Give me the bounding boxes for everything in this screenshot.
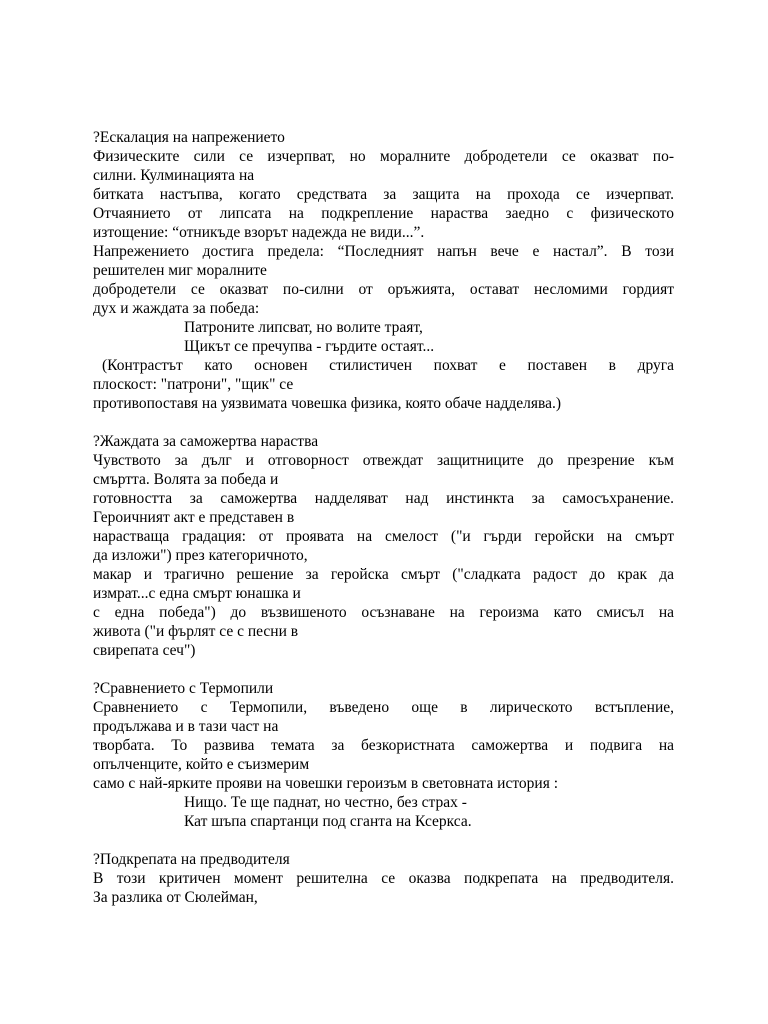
section-title: ?Подкрепата на предводителя [93, 851, 290, 868]
section-title: ?Жаждата за саможертва нараства [93, 433, 319, 450]
text-line: да изложи") през категоричното, [93, 547, 308, 564]
text-line: решителен миг моралните [93, 262, 267, 279]
section-self-sacrifice [93, 432, 674, 660]
text-line: изтощение: “отникъде взорът надежда не види...”. [93, 224, 425, 241]
text-line: с една победа") до възвишеното осъзнаване на героизма като смисъл на [93, 604, 674, 621]
verse-line: Патроните липсват, но волите траят, [184, 319, 423, 336]
text-line: Отчаянието от липсата на подкрепление нараства заедно с физическото [93, 205, 674, 222]
text-line: Физическите сили се изчерпват, но моралните добродетели се оказват по- [93, 148, 674, 165]
text-line: свирепата сеч") [93, 642, 196, 659]
section-leader-support [93, 850, 674, 907]
text-line: опълченците, който е съизмерим [93, 756, 310, 773]
text-line: добродетели се оказват по-силни от оръжията, остават несломими гордият [93, 281, 674, 298]
text-line: дух и жаждата за победа: [93, 300, 260, 317]
paragraph [93, 147, 674, 413]
verse-line: Кат шъпа спартанци под сганта на Ксеркса. [184, 813, 472, 830]
paragraph [93, 698, 674, 831]
verse-line: Нищо. Те ще паднат, но честно, без страх - [184, 794, 467, 811]
text-line: В този критичен момент решителна се оказва подкрепата на предводителя. [93, 870, 674, 887]
section-title: ?Ескалация на напрежението [93, 129, 285, 146]
text-line: силни. Кулминацията на [93, 167, 255, 184]
text-line: макар и трагично решение за геройска смърт ("сладката радост до крак да [93, 566, 674, 583]
text-line: творбата. То развива темата за безкористната саможертва и подвига на [93, 737, 674, 754]
verse-line: Щикът се пречупва - гърдите остаят... [184, 338, 435, 355]
text-line: (Контрастът като основен стилистичен похват е поставен в друга [102, 357, 674, 374]
text-line: противопоставя на уязвимата човешка физика, която обаче надделява.) [93, 395, 562, 412]
text-line: битката настъпва, когато средствата за защита на прохода се изчерпват. [93, 186, 674, 203]
text-line: смъртта. Волята за победа и [93, 471, 279, 488]
text-line: Напрежението достига предела: “Последният напън вече е настал”. В този [93, 243, 674, 260]
section-thermopylae [93, 679, 674, 831]
text-line: продължава и в тази част на [93, 718, 279, 735]
text-line: Сравнението с Термопили, въведено още в лирическото встъпление, [93, 699, 674, 716]
spacer [93, 831, 674, 850]
text-line: само с най-ярките прояви на човешки героизъм в световната история : [93, 775, 558, 792]
paragraph [93, 869, 674, 907]
text-line: нарастваща градация: от проявата на смелост ("и гърди геройски на смърт [93, 528, 674, 545]
text-line: плоскост: "патрони", "щик" се [93, 376, 294, 393]
text-line: Чувството за дълг и отговорност отвеждат защитниците до презрение към [93, 452, 674, 469]
document-page [93, 128, 674, 907]
text-line: готовността за саможертва надделяват над инстинкта за самосъхранение. [93, 490, 674, 507]
section-title: ?Сравнението с Термопили [93, 680, 274, 697]
text-line: За разлика от Сюлейман, [93, 889, 258, 906]
paragraph [93, 451, 674, 660]
spacer [93, 660, 674, 679]
section-escalation [93, 128, 674, 413]
spacer [93, 413, 674, 432]
text-line: измрат...с една смърт юнашка и [93, 585, 301, 602]
text-line: Героичният акт е представен в [93, 509, 295, 526]
text-line: живота ("и фърлят се с песни в [93, 623, 299, 640]
